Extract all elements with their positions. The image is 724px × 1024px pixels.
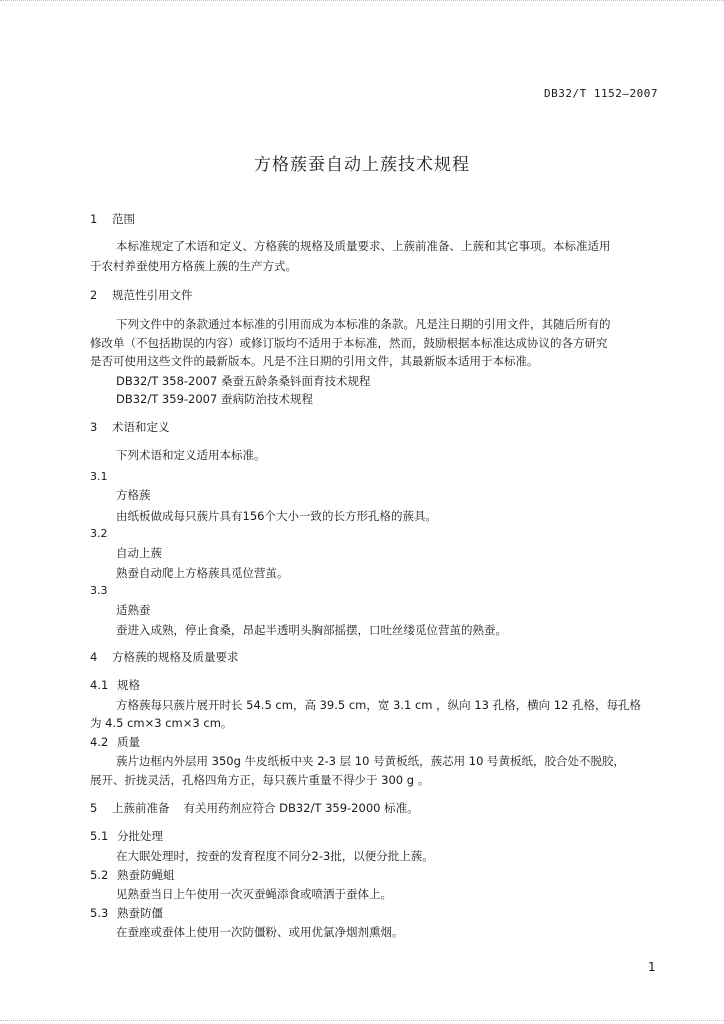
section-title: 规范性引用文件 xyxy=(112,288,193,302)
paragraph-line: 下列术语和定义适用本标准。 xyxy=(116,448,266,462)
clause-number: 5.1 xyxy=(90,829,109,843)
section-title: 术语和定义 xyxy=(112,420,170,434)
section-title: 方格蔟的规格及质量要求 xyxy=(112,650,239,664)
paragraph-line: 在大眠处理时，按蚕的发育程度不同分2-3批，以便分批上蔟。 xyxy=(116,849,434,863)
scan-edge-bottom xyxy=(0,1020,724,1023)
clause-title: 熟蚕防蝇蛆 xyxy=(117,868,175,882)
clause-4-1-heading xyxy=(90,677,140,693)
clause-5-3-heading xyxy=(90,905,163,921)
paragraph-line: 在蚕座或蚕体上使用一次防僵粉、或用优氯净烟剂熏烟。 xyxy=(116,925,404,939)
clause-title: 规格 xyxy=(117,678,140,692)
section-number: 2 xyxy=(90,288,98,302)
paragraph-line: 是否可使用这些文件的最新版本。凡是不注日期的引用文件，其最新版本适用于本标准。 xyxy=(90,354,539,368)
section-4-heading xyxy=(90,649,239,665)
clause-number: 5.2 xyxy=(90,868,109,882)
term-number: 3.3 xyxy=(90,584,108,597)
paragraph-line: 蔟片边框内外层用 350g 牛皮纸板中夹 2-3 层 10 号黄板纸，蔟芯用 10 号黄板纸，胶合处不脱胶， xyxy=(116,754,626,768)
term-name: 自动上蔟 xyxy=(116,546,162,560)
section-2-heading xyxy=(90,287,193,303)
page-number: 1 xyxy=(648,960,656,974)
document-title: 方格蔟蚕自动上蔟技术规程 xyxy=(254,155,470,175)
clause-number: 5.3 xyxy=(90,906,109,920)
paragraph-line: 方格蔟每只蔟片展开时长 54.5 cm，高 39.5 cm，宽 3.1 cm ，纵向 13 孔格，横向 12 孔格，每孔格 xyxy=(116,698,642,712)
section-note: 有关用药剂应符合 DB32/T 359-2000 标准。 xyxy=(183,801,419,815)
section-title: 范围 xyxy=(112,212,135,226)
scan-edge-top xyxy=(0,0,724,3)
term-name: 适熟蚕 xyxy=(116,603,151,617)
section-number: 3 xyxy=(90,420,98,434)
section-title: 上蔟前准备 xyxy=(112,801,170,815)
standard-code: DB32/T 1152—2007 xyxy=(544,87,658,100)
clause-title: 质量 xyxy=(117,735,140,749)
term-name: 方格蔟 xyxy=(116,488,151,502)
paragraph-line: 下列文件中的条款通过本标准的引用而成为本标准的条款。凡是注日期的引用文件，其随后所有的 xyxy=(116,317,611,331)
paragraph-line: 展开、折拢灵活，孔格四角方正，每只蔟片重量不得少于 300 g 。 xyxy=(90,773,430,787)
paragraph-line: 修改单（不包括勘误的内容）或修订版均不适用于本标准，然而，鼓励根据本标准达成协议的各方研究 xyxy=(90,336,608,350)
reference-item: DB32/T 359-2007 蚕病防治技术规程 xyxy=(116,392,313,406)
term-definition: 蚕进入成熟，停止食桑，昂起半透明头胸部摇摆，口吐丝缕觅位营茧的熟蚕。 xyxy=(116,623,507,637)
section-5-heading xyxy=(90,800,419,816)
paragraph-line: 为 4.5 cm×3 cm×3 cm。 xyxy=(90,716,233,730)
clause-5-1-heading xyxy=(90,828,163,844)
section-3-heading xyxy=(90,419,170,435)
clause-title: 熟蚕防僵 xyxy=(117,906,163,920)
term-definition: 由纸板做成每只蔟片具有156个大小一致的长方形孔格的蔟具。 xyxy=(116,509,437,523)
clause-title: 分批处理 xyxy=(117,829,163,843)
clause-4-2-heading xyxy=(90,734,140,750)
clause-5-2-heading xyxy=(90,867,175,883)
section-number: 4 xyxy=(90,650,98,664)
paragraph-line: 见熟蚕当日上午使用一次灭蚕蝇添食或喷洒于蚕体上。 xyxy=(116,887,392,901)
section-1-heading xyxy=(90,211,135,227)
paragraph-line: 于农村养蚕使用方格蔟上蔟的生产方式。 xyxy=(90,259,297,273)
term-number: 3.1 xyxy=(90,470,108,483)
reference-item: DB32/T 358-2007 桑蚕五龄条桑钭面育技术规程 xyxy=(116,374,371,388)
paragraph-line: 本标准规定了术语和定义、方格蔟的规格及质量要求、上蔟前准备、上蔟和其它事项。本标准适用 xyxy=(116,239,611,253)
section-number: 5 xyxy=(90,801,98,815)
term-number: 3.2 xyxy=(90,527,108,540)
section-number: 1 xyxy=(90,212,98,226)
term-definition: 熟蚕自动爬上方格蔟具觅位营茧。 xyxy=(116,566,289,580)
clause-number: 4.1 xyxy=(90,678,109,692)
clause-number: 4.2 xyxy=(90,735,109,749)
